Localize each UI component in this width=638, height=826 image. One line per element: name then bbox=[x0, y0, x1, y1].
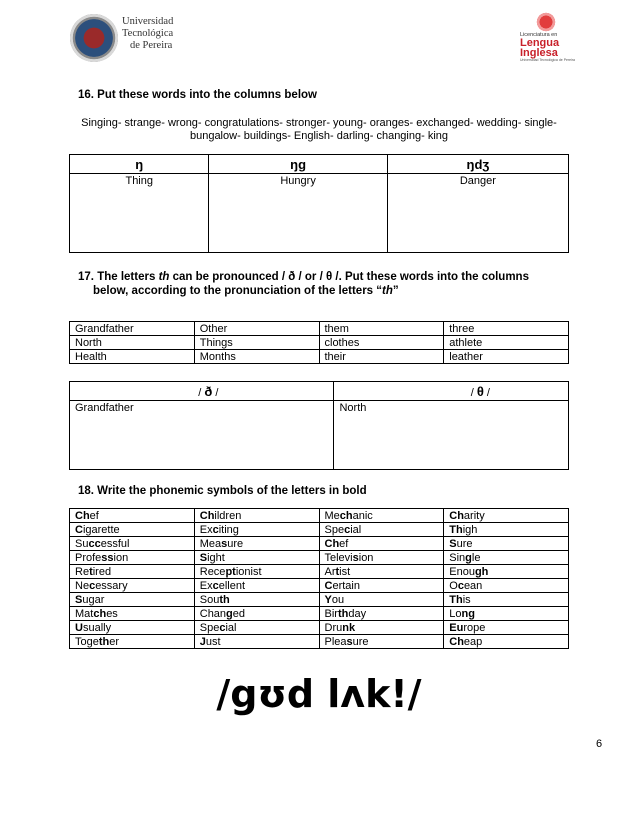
question-16-heading: 16. Put these words into the columns below bbox=[78, 89, 317, 101]
column-header-eth: / ð / bbox=[70, 382, 334, 401]
word-prefix: Spe bbox=[199, 621, 220, 634]
word-cell: North bbox=[70, 336, 195, 350]
word-cell: clothes bbox=[319, 336, 444, 350]
table-row bbox=[70, 635, 569, 649]
column-header-ng-dz: ŋdʒ bbox=[387, 155, 568, 174]
bold-letters: th bbox=[337, 607, 349, 620]
word-suffix: ial bbox=[350, 523, 362, 536]
theta-symbol: θ bbox=[476, 383, 484, 399]
word-suffix: es bbox=[106, 607, 118, 620]
word-cell bbox=[319, 565, 444, 579]
heading-text: can be pronounced / ð / or / θ /. Put these words into the columns bbox=[169, 271, 529, 283]
question-16-word-list: Singing- strange- wrong- congratulations- stronger- young- oranges- exchanged- wedding- single- bungalow- buildings- English- darling- changing- king bbox=[81, 117, 557, 142]
word-prefix: Dru bbox=[324, 621, 343, 634]
licenciatura-logo bbox=[520, 12, 584, 64]
bold-letters: s bbox=[221, 537, 228, 550]
word-suffix: ight bbox=[207, 551, 225, 564]
utp-name bbox=[122, 16, 173, 52]
word-cell: Other bbox=[194, 322, 319, 336]
word-suffix: ugar bbox=[82, 593, 105, 606]
word-suffix: ure bbox=[352, 635, 369, 648]
word-cell bbox=[194, 635, 319, 649]
bold-letters: ch bbox=[93, 607, 107, 620]
table-row bbox=[70, 621, 569, 635]
word-cell bbox=[70, 579, 195, 593]
word-suffix: ust bbox=[205, 635, 221, 648]
word-prefix: Chan bbox=[199, 607, 227, 620]
bold-letters: c bbox=[344, 523, 351, 536]
bold-letters: Ch bbox=[199, 509, 215, 522]
column-header-ng-g: ŋg bbox=[209, 155, 387, 174]
word-suffix: day bbox=[348, 607, 367, 620]
word-prefix: Bir bbox=[324, 607, 338, 620]
word-suffix: igh bbox=[462, 523, 478, 536]
word-cell bbox=[194, 607, 319, 621]
bold-letters: pt bbox=[225, 565, 236, 578]
word-cell bbox=[444, 523, 569, 537]
word-suffix: ef bbox=[339, 537, 349, 550]
word-cell: leather bbox=[444, 350, 569, 364]
word-suffix: ion bbox=[113, 551, 129, 564]
word-cell bbox=[444, 565, 569, 579]
word-suffix: ist bbox=[339, 565, 351, 578]
word-prefix: Plea bbox=[324, 635, 347, 648]
word-cell bbox=[194, 579, 319, 593]
word-cell bbox=[194, 523, 319, 537]
bold-letters: s bbox=[352, 551, 359, 564]
bold-letters: ng bbox=[461, 607, 475, 620]
bold-letters: c bbox=[212, 579, 219, 592]
question-number: 17. bbox=[78, 271, 94, 283]
table-row bbox=[70, 579, 569, 593]
word-cell bbox=[70, 635, 195, 649]
column-header-theta: / θ / bbox=[334, 382, 569, 401]
utp-name-line: de Pereira bbox=[130, 40, 173, 51]
utp-name-line: Universidad bbox=[122, 16, 174, 27]
word-cell bbox=[70, 607, 195, 621]
word-prefix: Televi bbox=[324, 551, 353, 564]
table-row bbox=[70, 593, 569, 607]
word-prefix: Spe bbox=[324, 523, 345, 536]
bold-letters: ss bbox=[101, 551, 114, 564]
word-cell bbox=[319, 593, 444, 607]
answer-cell[interactable]: Thing bbox=[70, 174, 209, 253]
word-cell bbox=[444, 607, 569, 621]
word-cell: them bbox=[319, 322, 444, 336]
bold-letters: cc bbox=[88, 537, 101, 550]
word-suffix: rope bbox=[463, 621, 486, 634]
bold-letters: J bbox=[199, 635, 206, 648]
bold-letters: gh bbox=[474, 565, 489, 578]
bold-letters: t bbox=[89, 565, 93, 578]
word-cell bbox=[444, 537, 569, 551]
question-18-heading: 18. Write the phonemic symbols of the letters in bold bbox=[78, 485, 367, 497]
word-prefix: Mea bbox=[199, 537, 222, 550]
lic-title-line2: Inglesa bbox=[520, 47, 558, 59]
word-cell bbox=[319, 509, 444, 523]
word-cell bbox=[319, 523, 444, 537]
word-cell bbox=[319, 537, 444, 551]
word-cell bbox=[70, 551, 195, 565]
word-suffix: er bbox=[109, 635, 120, 648]
word-suffix: ertain bbox=[332, 579, 360, 592]
utp-logo bbox=[70, 14, 190, 64]
word-cell: their bbox=[319, 350, 444, 364]
word-suffix: sually bbox=[82, 621, 112, 634]
bold-letters: C bbox=[75, 523, 83, 536]
bold-letters: g bbox=[226, 607, 233, 620]
word-prefix: Su bbox=[75, 537, 89, 550]
word-prefix: Re bbox=[75, 565, 90, 578]
page-number: 6 bbox=[596, 738, 603, 750]
heading-text: ” bbox=[392, 285, 399, 297]
heading-line-2 bbox=[78, 284, 558, 298]
word-prefix: Sou bbox=[199, 593, 220, 606]
word-suffix: arity bbox=[463, 509, 485, 522]
bold-letters: g bbox=[465, 551, 472, 564]
table-row bbox=[70, 607, 569, 621]
good-luck-phonemic: /gʊd lʌk!/ bbox=[216, 672, 422, 716]
bold-letters: S bbox=[199, 551, 208, 564]
eth-symbol: ð bbox=[204, 383, 213, 399]
answer-cell[interactable]: North bbox=[334, 401, 569, 470]
word-cell bbox=[194, 593, 319, 607]
word-prefix: Ex bbox=[199, 579, 213, 592]
word-cell: Months bbox=[194, 350, 319, 364]
bold-letters: Ch bbox=[449, 635, 464, 648]
word-suffix: essful bbox=[100, 537, 130, 550]
table-row bbox=[70, 565, 569, 579]
question-16-table bbox=[69, 154, 569, 253]
bold-letters: s bbox=[346, 635, 353, 648]
word-cell bbox=[444, 593, 569, 607]
question-17-heading bbox=[78, 270, 558, 298]
bold-letters: Th bbox=[449, 523, 463, 536]
word-prefix: Mat bbox=[75, 607, 94, 620]
question-17-word-table bbox=[69, 321, 569, 364]
word-suffix: ean bbox=[463, 579, 483, 592]
word-cell: three bbox=[444, 322, 569, 336]
question-18-table bbox=[69, 508, 569, 649]
lic-title-line1: Lengua bbox=[520, 37, 560, 49]
word-suffix: ellent bbox=[218, 579, 246, 592]
word-suffix: anic bbox=[352, 509, 373, 522]
table-row bbox=[70, 551, 569, 565]
bold-letters: c bbox=[89, 579, 96, 592]
word-suffix: eap bbox=[463, 635, 483, 648]
word-cell bbox=[444, 551, 569, 565]
word-suffix: ef bbox=[89, 509, 99, 522]
bold-letters: Ch bbox=[324, 537, 340, 550]
word-cell bbox=[319, 621, 444, 635]
answer-cell[interactable]: Hungry bbox=[209, 174, 387, 253]
word-cell: athlete bbox=[444, 336, 569, 350]
word-prefix: Ex bbox=[199, 523, 213, 536]
licenciatura-text bbox=[520, 32, 575, 63]
word-cell bbox=[194, 509, 319, 523]
table-row bbox=[70, 523, 569, 537]
bold-letters: t bbox=[335, 565, 340, 578]
word-prefix: O bbox=[449, 579, 458, 592]
word-cell bbox=[70, 509, 195, 523]
word-cell bbox=[194, 551, 319, 565]
utp-seal-icon bbox=[70, 14, 118, 62]
word-cell bbox=[319, 607, 444, 621]
bold-letters: Ch bbox=[449, 509, 464, 522]
word-cell bbox=[70, 593, 195, 607]
heading-emphasis: th bbox=[382, 285, 393, 297]
bold-letters: S bbox=[449, 537, 457, 550]
table-row bbox=[70, 509, 569, 523]
bold-letters: Eu bbox=[449, 621, 464, 634]
word-prefix: Ne bbox=[75, 579, 90, 592]
bold-letters: c bbox=[219, 621, 226, 634]
lic-tiny-text: Universidad Tecnológica de Pereira bbox=[520, 58, 575, 62]
word-cell bbox=[319, 551, 444, 565]
table-row bbox=[70, 537, 569, 551]
word-suffix: ou bbox=[331, 593, 345, 606]
utp-name-line: Tecnológica bbox=[122, 28, 174, 39]
word-cell bbox=[70, 523, 195, 537]
word-cell bbox=[194, 565, 319, 579]
bold-letters: ch bbox=[339, 509, 353, 522]
word-suffix: ionist bbox=[235, 565, 262, 578]
word-suffix: is bbox=[462, 593, 471, 606]
answer-cell[interactable]: Grandfather bbox=[70, 401, 334, 470]
word-prefix: Me bbox=[324, 509, 340, 522]
word-prefix: Ar bbox=[324, 565, 336, 578]
word-suffix: ed bbox=[232, 607, 246, 620]
heading-text: The letters bbox=[94, 271, 159, 283]
lic-small-text: Licenciatura en bbox=[520, 32, 558, 38]
licenciatura-emblem-icon bbox=[536, 12, 556, 32]
bold-letters: c bbox=[457, 579, 464, 592]
bold-letters: Ch bbox=[75, 509, 90, 522]
bold-letters: c bbox=[212, 523, 219, 536]
word-suffix: iting bbox=[218, 523, 239, 536]
bold-letters: th bbox=[219, 593, 230, 606]
word-suffix: le bbox=[471, 551, 481, 564]
word-prefix: Profe bbox=[75, 551, 102, 564]
word-suffix: igarette bbox=[82, 523, 120, 536]
word-prefix: Rece bbox=[199, 565, 226, 578]
word-suffix: essary bbox=[95, 579, 128, 592]
heading-text: below, according to the pronunciation of the letters “ bbox=[93, 285, 383, 297]
word-cell bbox=[319, 635, 444, 649]
bold-letters: C bbox=[324, 579, 333, 592]
word-cell bbox=[319, 579, 444, 593]
word-suffix: ure bbox=[227, 537, 244, 550]
word-cell: Health bbox=[70, 350, 195, 364]
bold-letters: Th bbox=[449, 593, 463, 606]
word-suffix: ired bbox=[92, 565, 112, 578]
word-suffix: ion bbox=[358, 551, 374, 564]
word-cell: Things bbox=[194, 336, 319, 350]
word-prefix: Enou bbox=[449, 565, 475, 578]
word-suffix: ure bbox=[456, 537, 473, 550]
answer-cell[interactable]: Danger bbox=[387, 174, 568, 253]
word-prefix: Sin bbox=[449, 551, 466, 564]
word-suffix: ial bbox=[225, 621, 237, 634]
column-header-ng: ŋ bbox=[70, 155, 209, 174]
word-prefix: Lo bbox=[449, 607, 462, 620]
word-suffix: ildren bbox=[214, 509, 242, 522]
word-cell bbox=[70, 621, 195, 635]
bold-letters: th bbox=[98, 635, 110, 648]
word-prefix: Toge bbox=[75, 635, 99, 648]
bold-letters: S bbox=[75, 593, 83, 606]
word-cell bbox=[70, 537, 195, 551]
bold-letters: Y bbox=[324, 593, 332, 606]
question-17-sort-table bbox=[69, 381, 569, 470]
word-cell bbox=[444, 579, 569, 593]
word-cell: Grandfather bbox=[70, 322, 195, 336]
word-cell bbox=[194, 537, 319, 551]
word-cell bbox=[70, 565, 195, 579]
word-cell bbox=[444, 635, 569, 649]
bold-letters: U bbox=[75, 621, 83, 634]
heading-emphasis: th bbox=[158, 271, 170, 283]
word-cell bbox=[194, 621, 319, 635]
word-cell bbox=[444, 509, 569, 523]
word-cell bbox=[444, 621, 569, 635]
bold-letters: nk bbox=[342, 621, 356, 634]
